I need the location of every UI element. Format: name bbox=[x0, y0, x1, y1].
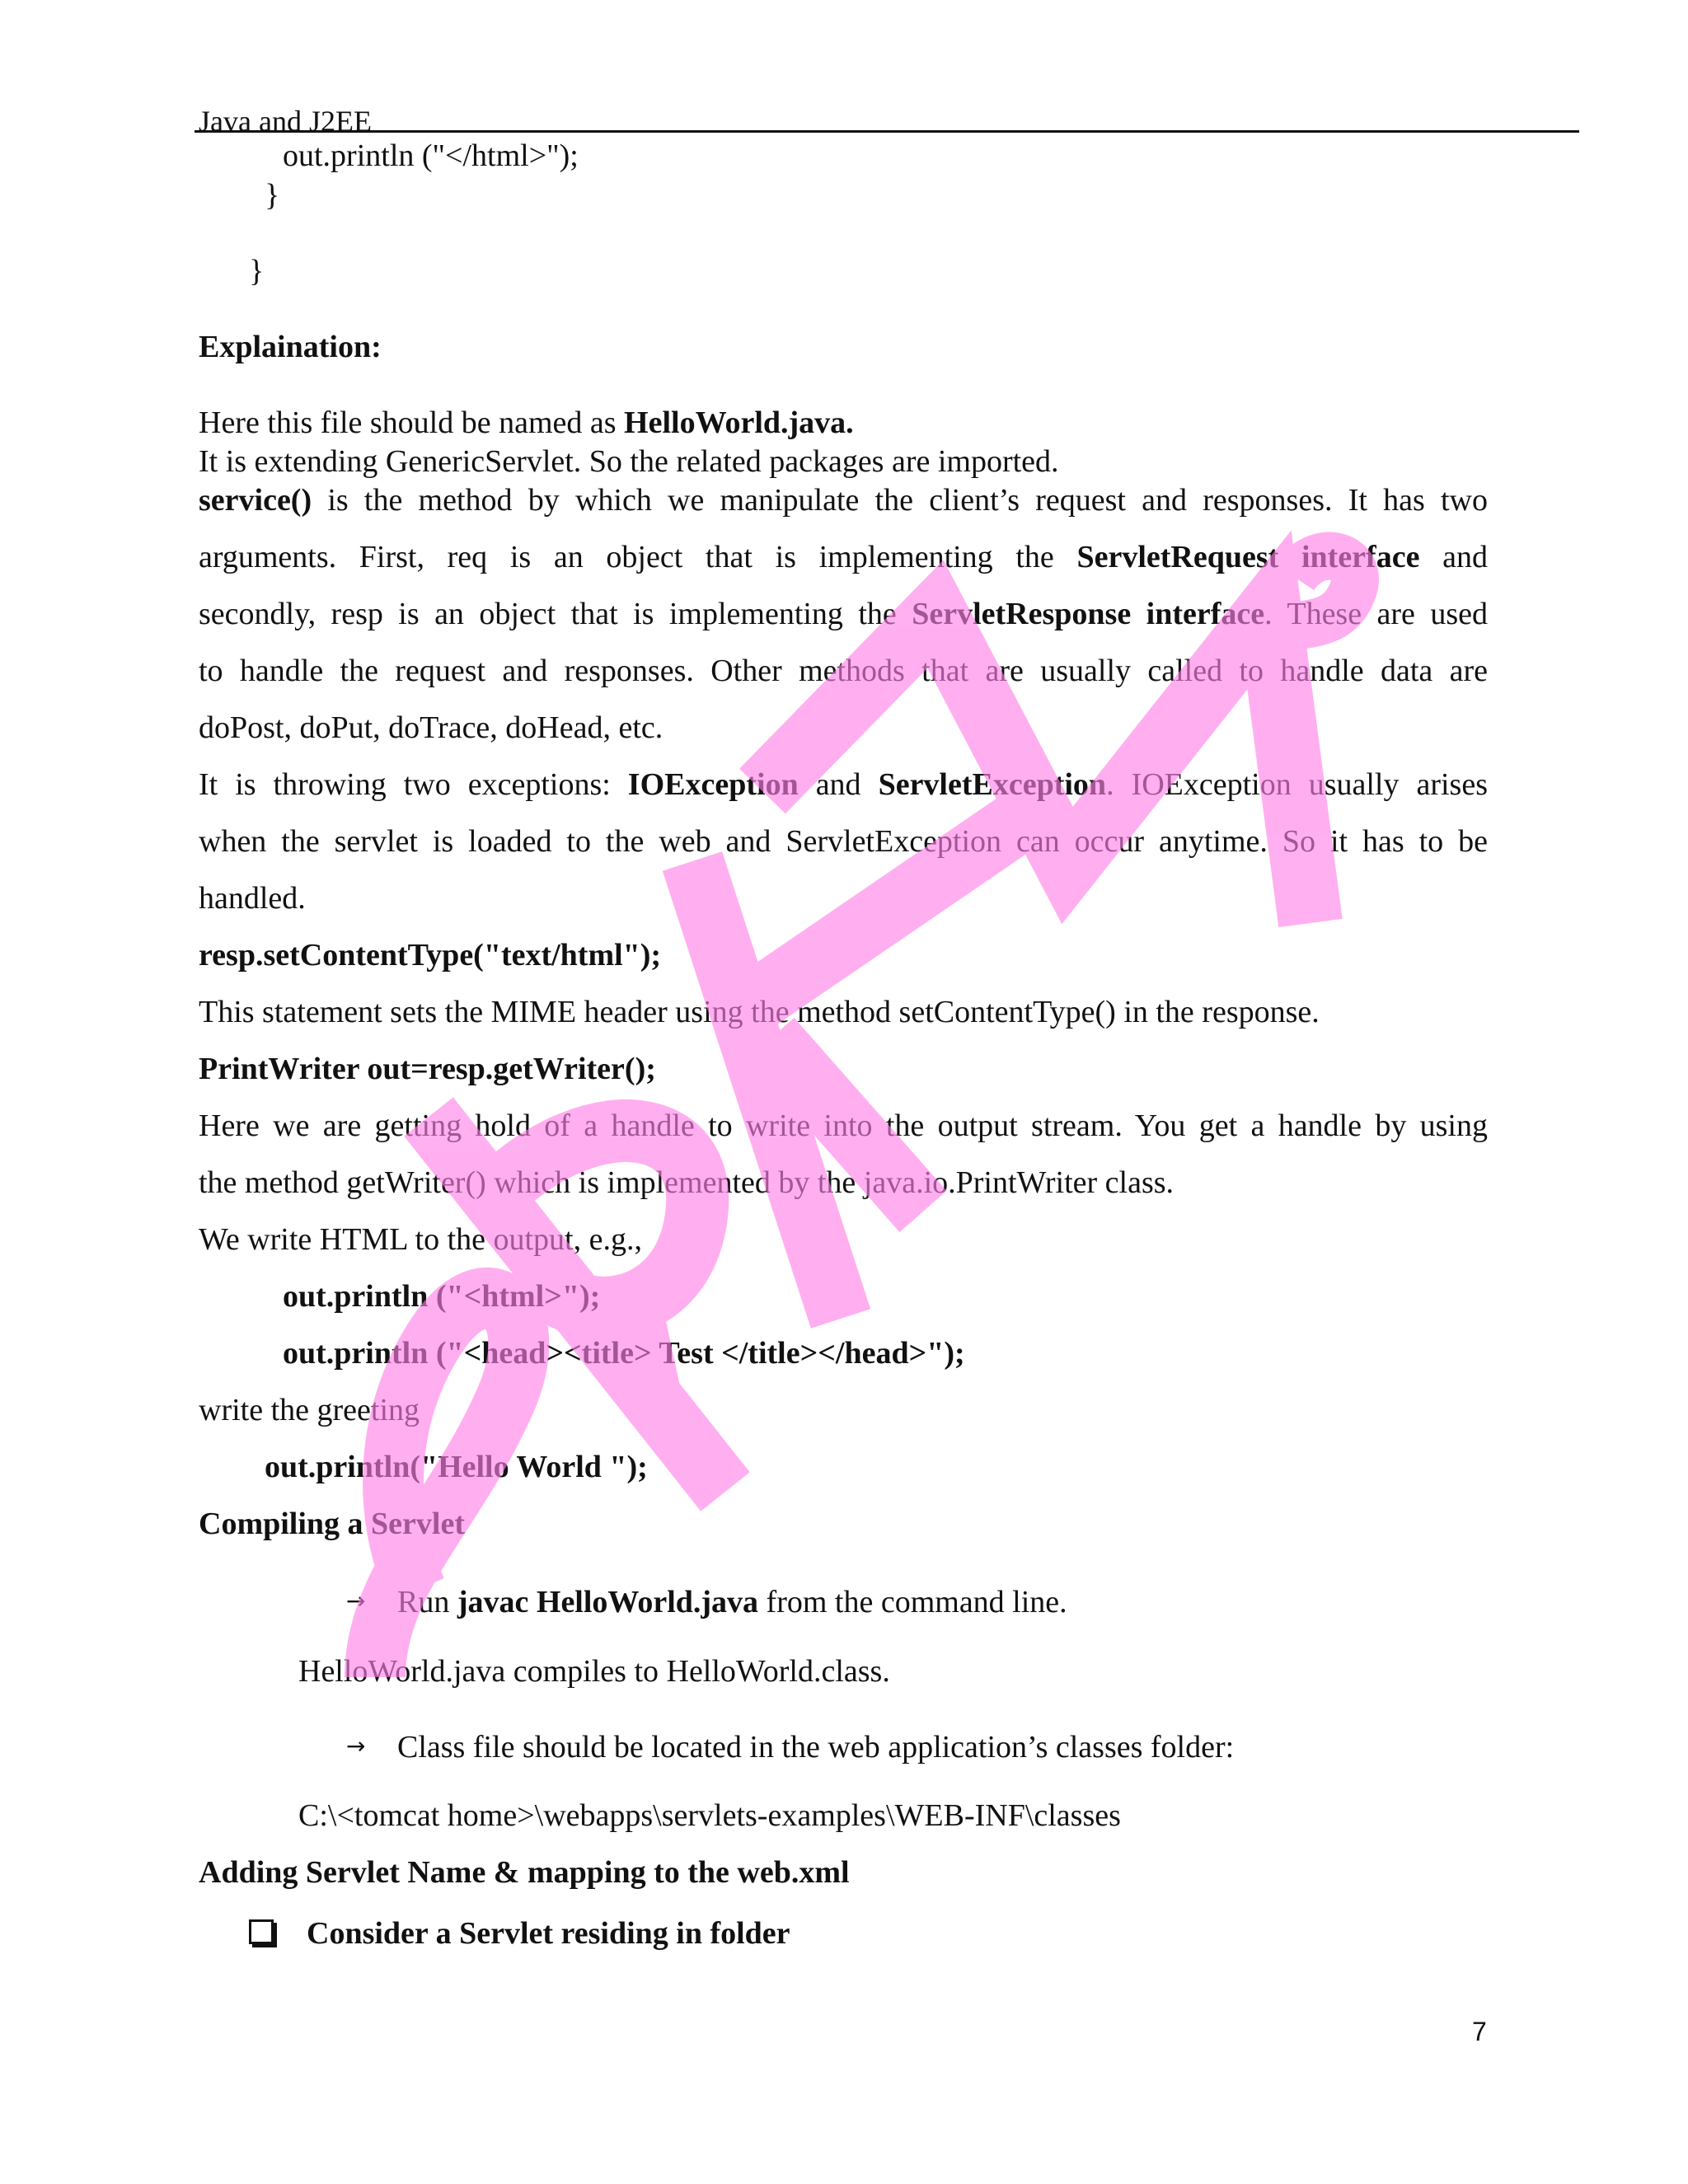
adding-servlet-heading: Adding Servlet Name & mapping to the web.xml bbox=[199, 1855, 850, 1890]
paragraph-exceptions-line-1: It is throwing two exceptions: IOException and ServletException. IOException usually arises bbox=[199, 767, 1488, 802]
paragraph-exceptions-line-3: handled. bbox=[199, 881, 306, 916]
code-set-content-type: resp.setContentType("text/html"); bbox=[199, 938, 662, 972]
compile-step-run-javac: → Run javac HelloWorld.java from the command line. bbox=[346, 1582, 1067, 1621]
paragraph-handle-line-1: Here we are getting hold of a handle to write into the output stream. You get a handle by using bbox=[199, 1108, 1488, 1143]
arrow-icon: → bbox=[346, 1732, 366, 1760]
paragraph-extending: It is extending GenericServlet. So the related packages are imported. bbox=[199, 444, 1059, 479]
paragraph-exceptions-line-2: when the servlet is loaded to the web and ServletException can occur anytime. So it has to be bbox=[199, 824, 1488, 859]
paragraph-service-line-5: doPost, doPut, doTrace, doHead, etc. bbox=[199, 710, 663, 745]
code-println-html: out.println ("<html>"); bbox=[283, 1279, 601, 1314]
code-line-close-class: } bbox=[249, 254, 265, 288]
paragraph-service-line-3: secondly, resp is an object that is implementing the ServletResponse interface. These are used bbox=[199, 597, 1489, 631]
code-line-close-brace: } bbox=[265, 178, 280, 213]
code-get-writer: PrintWriter out=resp.getWriter(); bbox=[199, 1052, 656, 1086]
paragraph-service-line-4: to handle the request and responses. Other methods that are usually called to handle data are bbox=[199, 654, 1488, 688]
paragraph-mime-header: This statement sets the MIME header using the method setContentType() in the response. bbox=[199, 995, 1320, 1029]
page-number: 7 bbox=[1472, 2017, 1487, 2046]
checkbox-bullet-icon bbox=[249, 1919, 274, 1944]
header-title: Java and J2EE bbox=[199, 105, 372, 138]
code-println-hello: out.println("Hello World "); bbox=[265, 1450, 648, 1484]
paragraph-service-line-1: service() is the method by which we manipulate the client’s request and responses. It has two bbox=[199, 483, 1488, 518]
paragraph-handle-line-2: the method getWriter() which is implemented by the java.io.PrintWriter class. bbox=[199, 1165, 1175, 1200]
compiling-heading: Compiling a Servlet bbox=[199, 1507, 465, 1541]
paragraph-filename: Here this file should be named as HelloWorld.java. bbox=[199, 405, 854, 440]
arrow-icon: → bbox=[346, 1587, 366, 1615]
compile-result-text: HelloWorld.java compiles to HelloWorld.class. bbox=[298, 1654, 890, 1689]
code-line-close-html: out.println ("</html>"); bbox=[283, 138, 579, 173]
paragraph-write-greeting: write the greeting bbox=[199, 1393, 420, 1427]
compile-step-class-location: → Class file should be located in the web application’s classes folder: bbox=[346, 1727, 1234, 1766]
paragraph-write-html: We write HTML to the output, e.g., bbox=[199, 1222, 642, 1257]
bullet-consider-servlet: Consider a Servlet residing in folder bbox=[307, 1916, 790, 1951]
classes-folder-path: C:\<tomcat home>\webapps\servlets-examples\WEB-INF\classes bbox=[298, 1798, 1121, 1833]
paragraph-service-line-2: arguments. First, req is an object that is implementing the ServletRequest interface and bbox=[199, 540, 1488, 574]
explanation-heading: Explaination: bbox=[199, 330, 382, 364]
header-rule bbox=[195, 130, 1579, 133]
code-println-head: out.println ("<head><title> Test </title></head>"); bbox=[283, 1336, 965, 1371]
